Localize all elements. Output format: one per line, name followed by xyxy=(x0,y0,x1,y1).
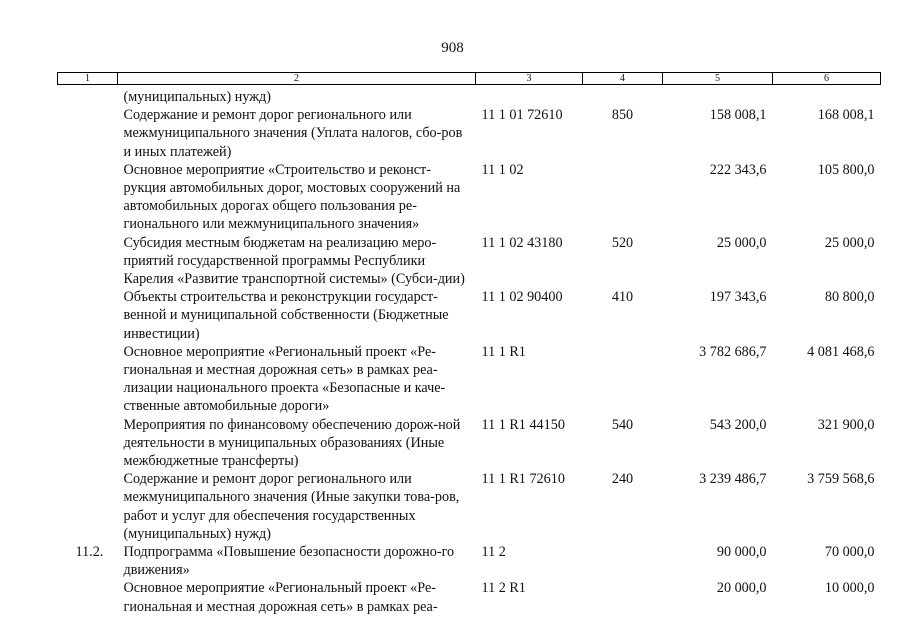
row-amount-col5 xyxy=(663,85,773,107)
row-number xyxy=(58,416,118,471)
row-target-code: 11 2 R1 xyxy=(481,580,526,597)
row-name: Объекты строительства и реконструкции государст-венной и муниципальной собственности (Бюджетные инвестиции) xyxy=(123,289,449,342)
table-row xyxy=(58,161,881,234)
row-amount-col6: 80 800,0 xyxy=(824,289,875,306)
row-expense-type xyxy=(583,579,663,615)
row-target-code: 11 1 02 43180 xyxy=(481,234,563,251)
row-expense-type: 520 xyxy=(611,234,634,251)
row-number xyxy=(58,470,118,543)
row-expense-type: 410 xyxy=(611,289,634,306)
table-row xyxy=(58,234,881,289)
table-body xyxy=(58,85,881,616)
row-expense-type xyxy=(583,161,663,234)
row-name: (муниципальных) нужд) xyxy=(123,89,271,105)
row-number xyxy=(58,85,118,107)
row-number xyxy=(58,343,118,416)
table-row xyxy=(58,416,881,471)
row-amount-col5: 90 000,0 xyxy=(716,544,767,561)
row-amount-col5: 25 000,0 xyxy=(716,234,767,251)
page-number: 908 xyxy=(441,40,464,56)
row-expense-type xyxy=(583,85,663,107)
row-target-code: 11 1 R1 72610 xyxy=(481,471,565,488)
column-header: 5 xyxy=(663,73,773,85)
row-target-code: 11 2 xyxy=(481,544,506,561)
table-row xyxy=(58,543,881,579)
row-name: Основное мероприятие «Региональный проект «Ре-гиональная и местная дорожная сеть» в рамках реа-лизации национального проекта «Безопасные и каче-ственные автомобильные дороги» xyxy=(123,343,446,415)
table-row xyxy=(58,85,881,107)
row-number xyxy=(58,161,118,234)
row-amount-col6 xyxy=(773,85,881,107)
row-target-code: 11 1 02 xyxy=(481,161,524,178)
column-number-header-row xyxy=(58,73,881,85)
row-number xyxy=(58,234,118,289)
row-amount-col6: 105 800,0 xyxy=(817,161,875,178)
row-name: Основное мероприятие «Региональный проект «Ре-гиональная и местная дорожная сеть» в рамках реа- xyxy=(123,580,438,615)
row-name: Содержание и ремонт дорог регионального или межмуниципального значения (Иные закупки това-ров, работ и услуг для обеспечения государственных (муниципальных) нужд) xyxy=(123,471,460,542)
row-expense-type xyxy=(583,543,663,579)
row-expense-type: 240 xyxy=(611,471,634,488)
row-number xyxy=(58,579,118,615)
row-name: Субсидия местным бюджетам на реализацию меро-приятий государственной программы Республики Карелия «Развитие транспортной системы» (Субси-дии) xyxy=(123,234,465,288)
column-header: 4 xyxy=(583,73,663,85)
row-amount-col6: 321 900,0 xyxy=(817,416,875,433)
row-amount-col6: 168 008,1 xyxy=(817,107,875,124)
row-amount-col5: 3 239 486,7 xyxy=(699,471,767,488)
budget-table xyxy=(57,72,881,616)
row-amount-col6: 70 000,0 xyxy=(824,544,875,561)
row-amount-col6: 3 759 568,6 xyxy=(807,471,875,488)
row-target-code: 11 1 01 72610 xyxy=(481,107,563,124)
row-name: Мероприятия по финансовому обеспечению дорож-ной деятельности в муниципальных образованиях (Иные межбюджетные трансферты) xyxy=(123,416,461,470)
row-number: 11.2. xyxy=(75,544,104,561)
column-header: 6 xyxy=(773,73,881,85)
table-row xyxy=(58,579,881,615)
column-header: 1 xyxy=(58,73,118,85)
row-amount-col6: 10 000,0 xyxy=(824,580,875,597)
row-name: Подпрограмма «Повышение безопасности дорожно-го движения» xyxy=(123,544,455,579)
row-target-code: 11 1 R1 44150 xyxy=(481,416,565,433)
row-name: Основное мероприятие «Строительство и реконст-рукция автомобильных дорог, мостовых сооружений на автомобильных дорогах общего пользования ре-гионального или межмуниципального значения» xyxy=(123,161,461,233)
row-amount-col5: 222 343,6 xyxy=(709,161,767,178)
table-row xyxy=(58,106,881,161)
row-number xyxy=(58,106,118,161)
table-row xyxy=(58,343,881,416)
column-header: 3 xyxy=(476,73,583,85)
row-target-code: 11 1 02 90400 xyxy=(481,289,563,306)
row-name: Содержание и ремонт дорог регионального или межмуниципального значения (Уплата налогов, сбо-ров и иных платежей) xyxy=(123,107,463,160)
table-row xyxy=(58,470,881,543)
row-amount-col5: 3 782 686,7 xyxy=(699,343,767,360)
row-expense-type: 540 xyxy=(611,416,634,433)
row-amount-col6: 4 081 468,6 xyxy=(807,343,875,360)
row-amount-col5: 543 200,0 xyxy=(709,416,767,433)
row-amount-col5: 197 343,6 xyxy=(709,289,767,306)
row-target-code: 11 1 R1 xyxy=(481,343,526,360)
row-target-code xyxy=(476,85,583,107)
row-amount-col6: 25 000,0 xyxy=(824,234,875,251)
row-amount-col5: 20 000,0 xyxy=(716,580,767,597)
row-expense-type xyxy=(583,343,663,416)
row-expense-type: 850 xyxy=(611,107,634,124)
table-row xyxy=(58,288,881,343)
row-amount-col5: 158 008,1 xyxy=(709,107,767,124)
column-header: 2 xyxy=(118,73,476,85)
row-number xyxy=(58,288,118,343)
